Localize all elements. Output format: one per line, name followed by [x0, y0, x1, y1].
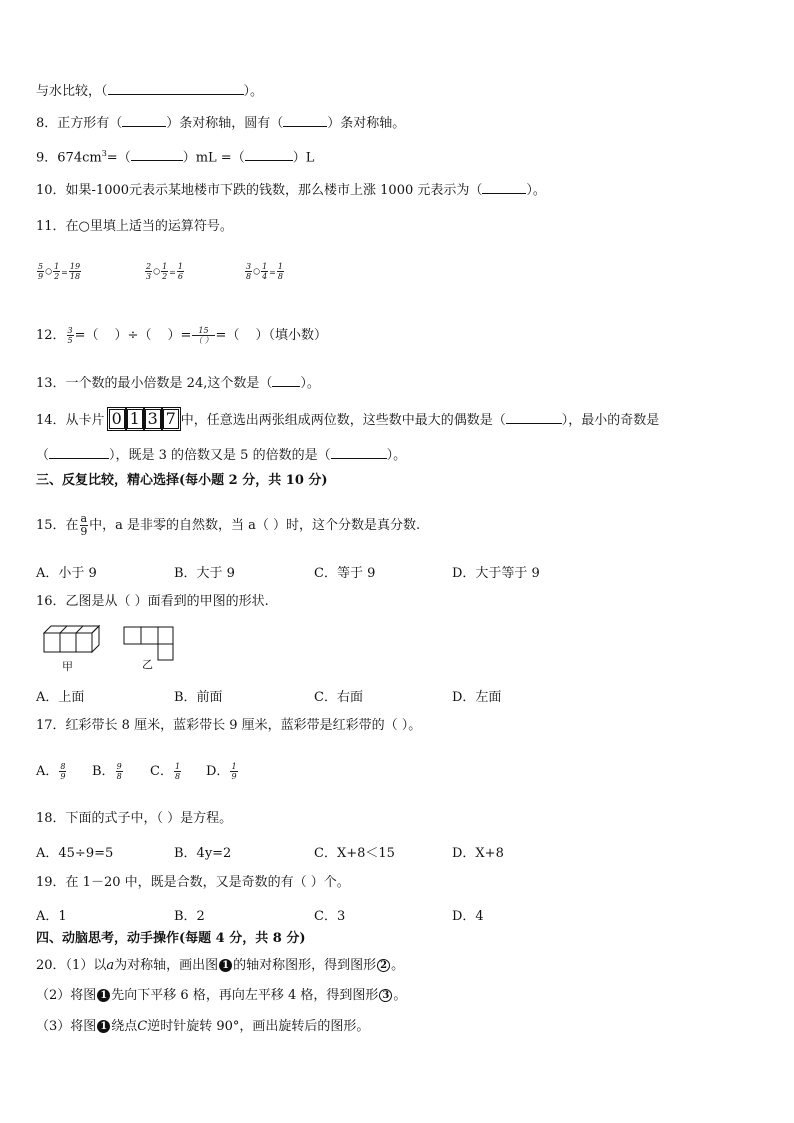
- option-a[interactable]: A． $\frac{8}{9}$: [36, 762, 66, 781]
- option-b[interactable]: B． $\frac{9}{8}$: [92, 762, 122, 781]
- q13-line: 13．一个数的最小倍数是 24,这个数是（ ）。: [36, 376, 320, 391]
- q10-line: 10．如果-1000元表示某地楼市下跌的钱数，那么楼市上涨 1000 元表示为（ ）。: [36, 183, 546, 198]
- q18-line: 18．下面的式子中，（ ）是方程。: [36, 811, 233, 826]
- operator-circle[interactable]: ○: [253, 266, 261, 276]
- circled-number-1: 1: [97, 989, 110, 1002]
- section-heading-3: 三、反复比较，精心选择(每小题 2 分，共 10 分): [36, 473, 328, 488]
- option-b[interactable]: B．4y=2: [174, 846, 232, 861]
- answer-blank[interactable]: [506, 411, 562, 424]
- fraction: $\frac{1}{8}$: [174, 762, 181, 781]
- fraction: $\frac{a}{9}$: [80, 512, 88, 538]
- number-card: 3: [145, 409, 161, 429]
- q9-line: 9．$674cm^3=$（ ）mL =（ ）L: [36, 149, 315, 166]
- q11-line: 11．在○里填上适当的运算符号。: [36, 219, 233, 234]
- answer-blank[interactable]: [331, 446, 387, 459]
- circled-number-1: 1: [219, 959, 232, 972]
- option-b[interactable]: B．前面: [174, 690, 223, 705]
- circled-number-2: 2: [377, 959, 390, 972]
- option-d[interactable]: D．X+8: [452, 846, 504, 861]
- fraction: $\frac{1}{8}$: [277, 262, 283, 281]
- fraction: $\frac{9}{8}$: [116, 762, 122, 781]
- fraction: $\frac{1}{6}$: [177, 262, 183, 281]
- option-a[interactable]: A．上面: [36, 690, 85, 705]
- answer-blank[interactable]: [108, 82, 244, 95]
- option-b[interactable]: B．大于 9: [174, 566, 235, 581]
- fraction: $\frac{3}{5}$: [67, 326, 73, 345]
- fraction: $\frac{1}{4}$: [262, 262, 268, 281]
- fraction: $\frac{1}{2}$: [162, 262, 168, 281]
- answer-blank[interactable]: [131, 148, 183, 161]
- q17-line: 17．红彩带长 8 厘米，蓝彩带长 9 厘米，蓝彩带是红彩带的（ ）。: [36, 718, 422, 733]
- operator-circle[interactable]: ○: [45, 266, 53, 276]
- figure-label-jia: 甲: [62, 660, 73, 673]
- option-d[interactable]: D．4: [452, 909, 484, 924]
- answer-blank[interactable]: [122, 114, 166, 127]
- number-card: 7: [163, 409, 179, 429]
- option-c[interactable]: C．3: [314, 909, 346, 924]
- option-d[interactable]: D．左面: [452, 690, 502, 705]
- q20-line-2: （2）将图 1 先向下平移 6 格，再向左平移 4 格，得到图形 3 。: [36, 988, 407, 1003]
- q20-line-1: 20．（1）以a为对称轴，画出图 1 的轴对称图形，得到图形 2 。: [36, 958, 405, 973]
- figure-label-yi: 乙: [142, 658, 153, 671]
- answer-blank[interactable]: [272, 374, 300, 387]
- section-heading-4: 四、动脑思考，动手操作(每题 4 分，共 8 分): [36, 931, 306, 946]
- answer-blank[interactable]: [245, 148, 293, 161]
- answer-blank[interactable]: [283, 114, 327, 127]
- q12-line: 12． $\frac{3}{5}$ =（ ）÷（ ）= $\frac{15}{( )}$ =（ ）（填小数）: [36, 326, 327, 345]
- q11-expression-2: $\frac{2}{3}$ ○ $\frac{1}{2}$ = $\frac{1}{6}$: [146, 262, 183, 281]
- q19-line: 19．在 1－20 中，既是合数，又是奇数的有（ ）个。: [36, 875, 350, 890]
- option-a[interactable]: A．小于 9: [36, 566, 97, 581]
- option-d[interactable]: D．大于等于 9: [452, 566, 540, 581]
- fraction: $\frac{1}{9}$: [231, 762, 237, 781]
- fraction: $\frac{8}{9}$: [60, 762, 66, 781]
- option-a[interactable]: A．1: [36, 909, 67, 924]
- q14-line-1: 14．从卡片 0 1 3 7 中，任意选出两张组成两位数，这些数中最大的偶数是（ ），最小的奇数是: [36, 409, 660, 428]
- answer-blank[interactable]: [482, 181, 526, 194]
- answer-blank[interactable]: [49, 446, 109, 459]
- operator-circle[interactable]: ○: [153, 266, 161, 276]
- fraction: $\frac{15}{( )}$: [194, 326, 213, 345]
- q16-line: 16．乙图是从（ ）面看到的甲图的形状.: [36, 594, 269, 609]
- fraction: $\frac{19}{18}$: [69, 262, 81, 281]
- fraction: $\frac{2}{3}$: [146, 262, 152, 281]
- option-b[interactable]: B．2: [174, 909, 205, 924]
- q14-line-2: （ ），既是 3 的倍数又是 5 的倍数的是（ ）。: [36, 448, 407, 463]
- option-d[interactable]: D． $\frac{1}{9}$: [206, 762, 237, 781]
- circled-number-1: 1: [97, 1020, 110, 1033]
- fraction: $\frac{5}{9}$: [38, 262, 44, 281]
- fraction: $\frac{1}{2}$: [54, 262, 60, 281]
- q11-expression-3: $\frac{3}{8}$ ○ $\frac{1}{4}$ = $\frac{1}{8}$: [246, 262, 283, 281]
- option-c[interactable]: C．等于 9: [314, 566, 376, 581]
- q11-expression-1: $\frac{5}{9}$ ○ $\frac{1}{2}$ = $\frac{19}{18}$: [38, 262, 81, 281]
- option-a[interactable]: A．45÷9=5: [36, 846, 114, 861]
- option-c[interactable]: C．右面: [314, 690, 363, 705]
- number-card: 0: [109, 409, 125, 429]
- option-c[interactable]: C．X+8＜15: [314, 846, 395, 861]
- q20-line-3: （3）将图 1 绕点C逆时针旋转 90°，画出旋转后的图形。: [36, 1019, 370, 1034]
- number-card: 1: [127, 409, 143, 429]
- q7-line: 与水比较，（ ）。: [36, 84, 264, 99]
- jia-cube-figure: [42, 624, 104, 654]
- fraction: $\frac{3}{8}$: [246, 262, 252, 281]
- q8-line: 8．正方形有（ ）条对称轴，圆有（ ）条对称轴。: [36, 116, 406, 131]
- q15-line: 15．在 $\frac{a}{9}$ 中，a 是非零的自然数，当 a（ ）时，这个分数是真分数.: [36, 512, 421, 538]
- circled-number-3: 3: [379, 989, 392, 1002]
- option-c[interactable]: C． $\frac{1}{8}$: [150, 762, 181, 781]
